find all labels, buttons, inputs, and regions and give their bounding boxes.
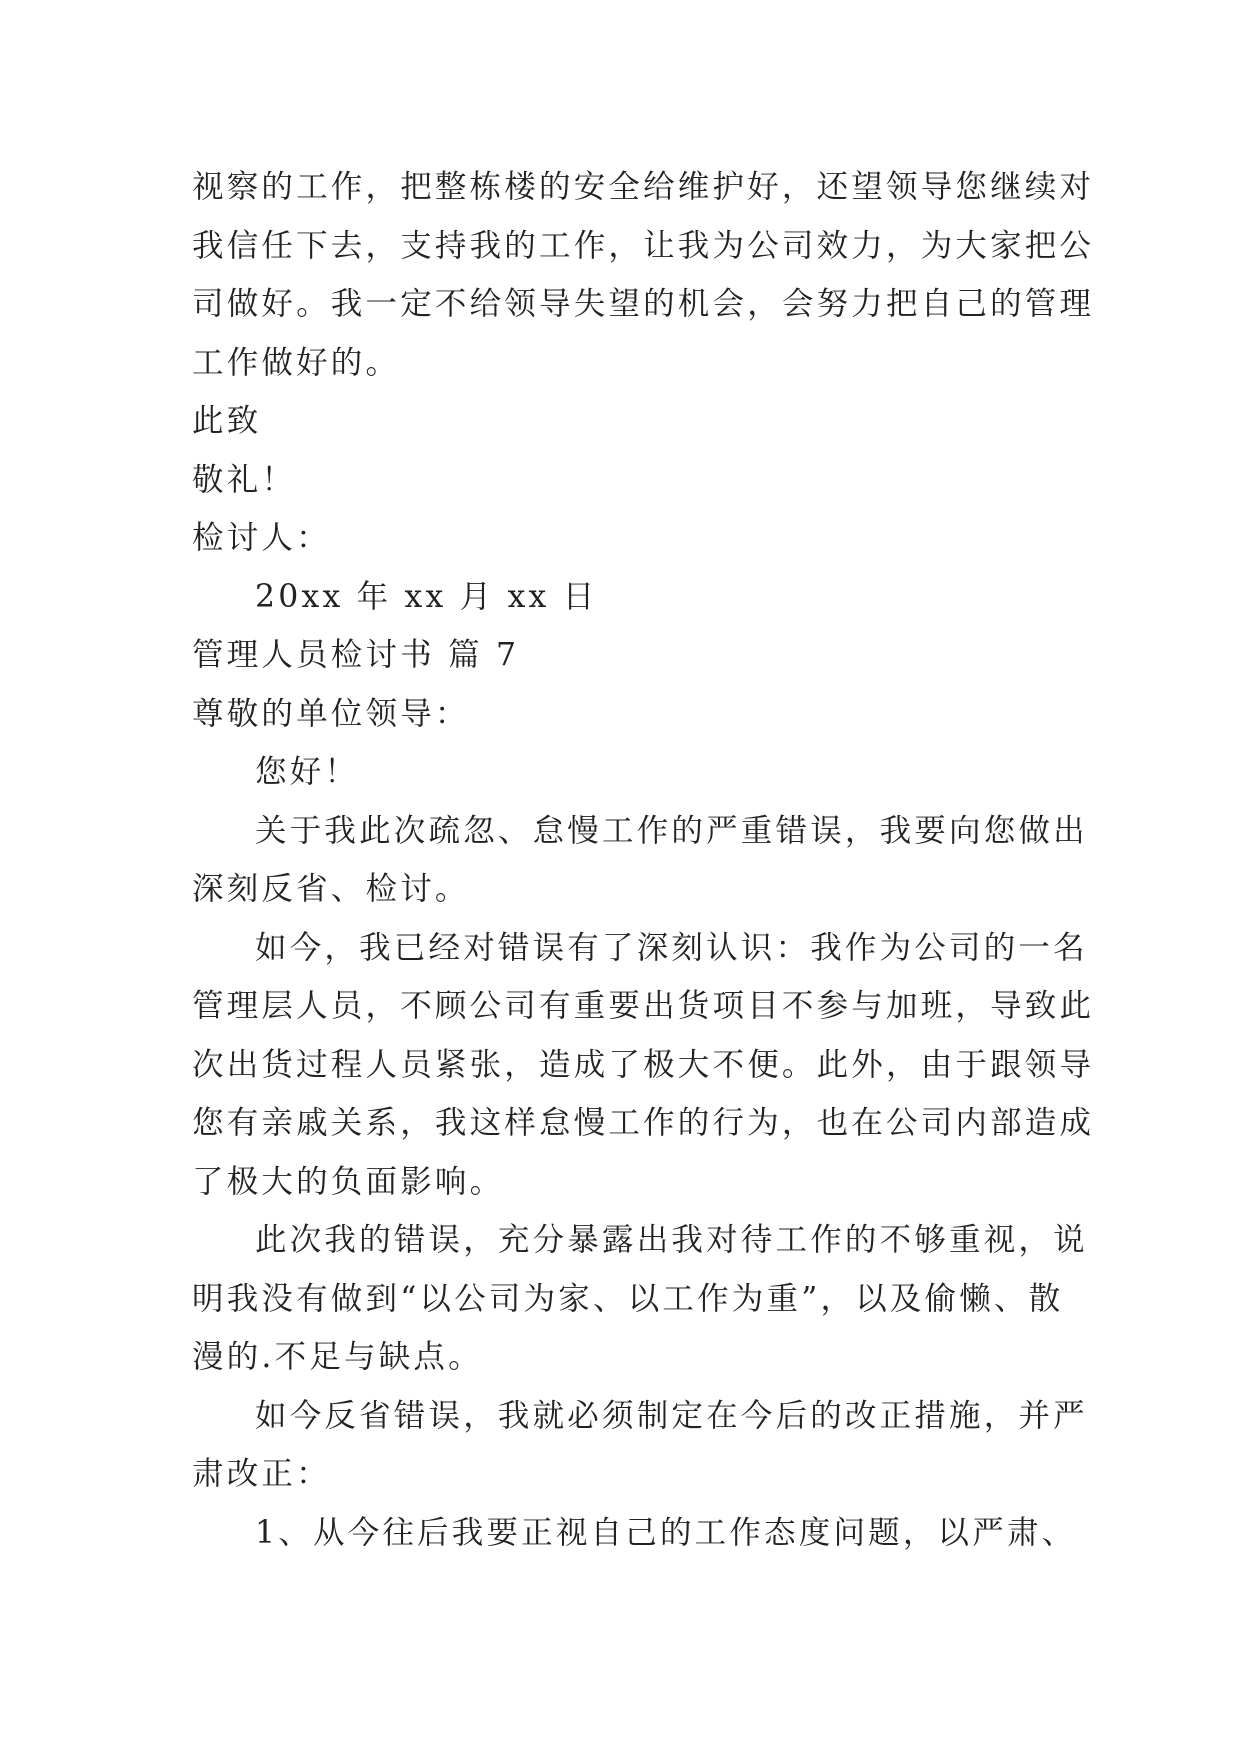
- text-line: 如今，我已经对错误有了深刻认识：我作为公司的一名: [255, 929, 1088, 966]
- text-line: 深刻反省、检讨。: [192, 871, 470, 907]
- text-line: 此次我的错误，充分暴露出我对待工作的不够重视，说: [255, 1222, 1088, 1258]
- text-line: 管理人员检讨书 篇 7: [192, 637, 520, 673]
- text-line: 您好！: [255, 754, 360, 790]
- text-line: 20xx 年 xx 月 xx 日: [255, 578, 598, 615]
- text-line: 漫的.不足与缺点。: [192, 1339, 483, 1375]
- text-line: 肃改正：: [192, 1456, 331, 1492]
- text-line: 司做好。我一定不给领导失望的机会，会努力把自己的管理: [192, 286, 1095, 322]
- text-line: 此致: [192, 403, 262, 439]
- text-line: 明我没有做到“以公司为家、以工作为重”，以及偷懒、散: [192, 1280, 1064, 1317]
- text-line: 管理层人员，不顾公司有重要出货项目不参与加班，导致此: [192, 988, 1095, 1024]
- text-line: 敬礼！: [192, 461, 297, 498]
- text-line: 次出货过程人员紧张，造成了极大不便。此外，由于跟领导: [192, 1046, 1095, 1083]
- text-line: 我信任下去，支持我的工作，让我为公司效力，为大家把公: [192, 227, 1095, 264]
- document-body: [192, 158, 1095, 1562]
- text-line: 如今反省错误，我就必须制定在今后的改正措施，并严: [255, 1397, 1088, 1434]
- text-line: 了极大的负面影响。: [192, 1163, 505, 1200]
- text-line: 您有亲戚关系，我这样怠慢工作的行为，也在公司内部造成: [192, 1105, 1095, 1141]
- text-line: 1、从今往后我要正视自己的工作态度问题，以严肃、: [255, 1514, 1077, 1551]
- text-line: 检讨人：: [192, 520, 331, 556]
- text-line: 关于我此次疏忽、怠慢工作的严重错误，我要向您做出: [255, 812, 1088, 849]
- text-line: 视察的工作，把整栋楼的安全给维护好，还望领导您继续对: [192, 169, 1095, 205]
- text-line: 尊敬的单位领导：: [192, 695, 470, 732]
- text-line: 工作做好的。: [192, 344, 401, 381]
